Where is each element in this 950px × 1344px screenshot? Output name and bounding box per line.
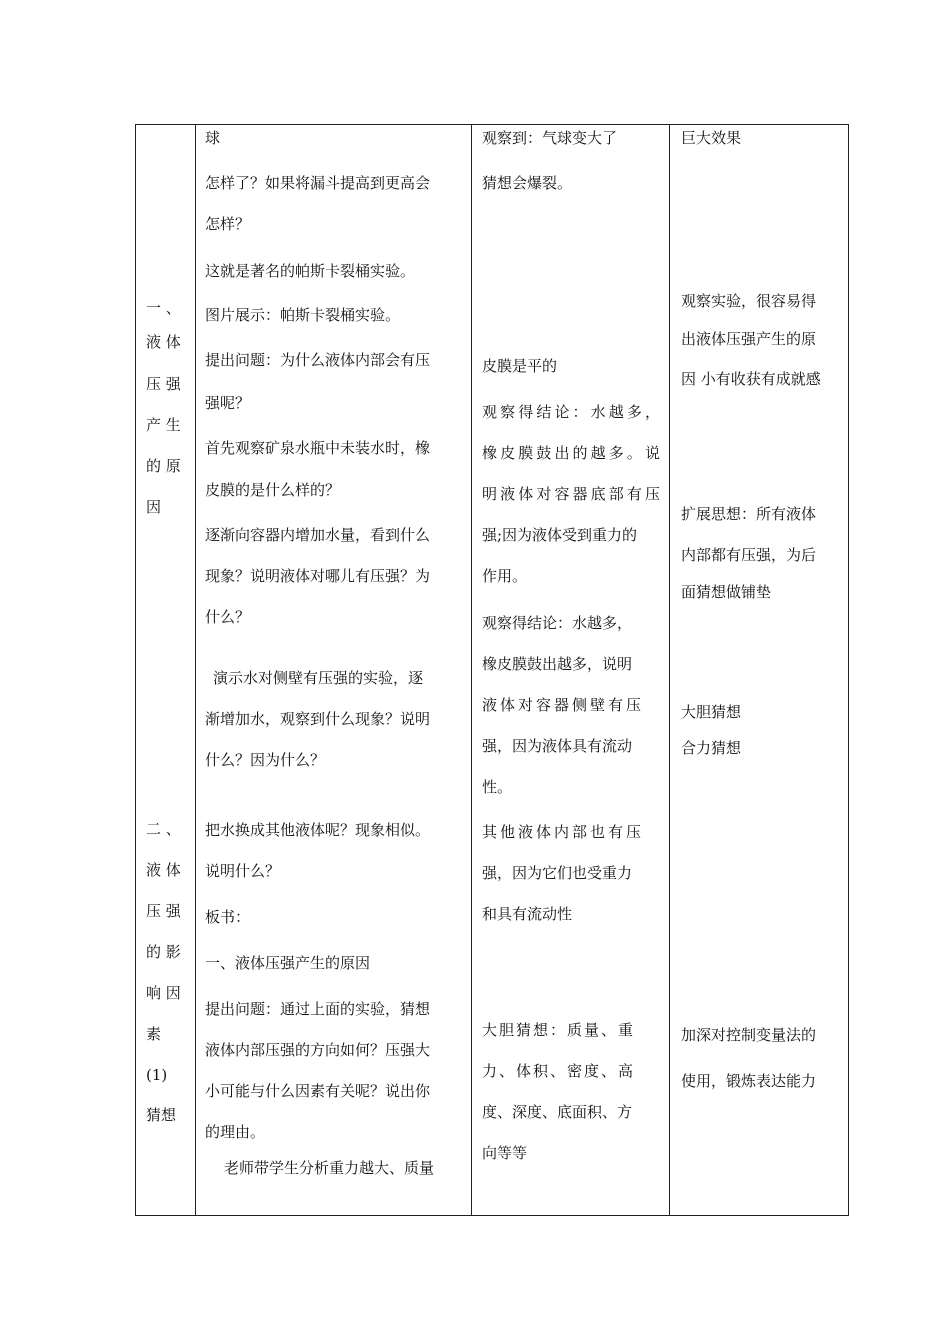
text-line: 液体内部压强的方向如何？压强大 — [205, 1041, 431, 1059]
text-line: 性。 — [482, 778, 513, 796]
text-line: 度、深度、底面积、方 — [482, 1103, 633, 1121]
section-heading-line: 素 — [146, 1025, 162, 1043]
text-line: 橡 皮 膜 鼓 出 的 越 多 。 说 — [482, 444, 660, 462]
text-line: 小可能与什么因素有关呢？说出你 — [205, 1082, 431, 1100]
text-line: 巨大效果 — [681, 129, 742, 147]
text-line: 把水换成其他液体呢？现象相似。 — [205, 821, 431, 839]
text-line: 什么？ — [205, 608, 251, 626]
text-line: 因 小有收获有成就感 — [681, 370, 821, 388]
text-line: 板书： — [205, 908, 251, 926]
text-line: 作用。 — [482, 567, 528, 585]
text-line: 提出问题：通过上面的实验，猜想 — [205, 1000, 431, 1018]
section-column — [136, 125, 195, 1215]
text-line: 这就是著名的帕斯卡裂桶实验。 — [205, 262, 416, 280]
section-heading-line: 一 、 — [146, 299, 181, 317]
section-heading-line: 因 — [146, 498, 162, 516]
text-line: 老师带学生分析重力越大、质量 — [224, 1159, 435, 1177]
section-heading-line: 液 体 — [146, 333, 181, 351]
text-line: 扩展思想：所有液体 — [681, 505, 817, 523]
text-line: 现象？说明液体对哪儿有压强？为 — [205, 567, 431, 585]
text-line: 大胆猜想 — [681, 703, 742, 721]
text-line: 怎样？ — [205, 215, 251, 233]
text-line: 出液体压强产生的原 — [681, 330, 817, 348]
text-line: 的理由。 — [205, 1123, 266, 1141]
text-line: 皮膜是平的 — [482, 357, 558, 375]
text-line: 强，因为液体具有流动 — [482, 737, 633, 755]
section-heading-line: 的 影 — [146, 943, 181, 961]
text-line: 合力猜想 — [681, 739, 742, 757]
section-heading-line: 压 强 — [146, 375, 181, 393]
text-line: 观察到：气球变大了 — [482, 129, 618, 147]
teacher-activity-column — [196, 125, 471, 1215]
text-line: 球 — [205, 129, 221, 147]
lesson-table — [135, 124, 849, 1216]
text-line: 其他液体内部也有压 — [482, 823, 645, 841]
text-line: 说明什么？ — [205, 862, 281, 880]
section-heading-line: 产 生 — [146, 416, 181, 434]
section-heading-line: 响 因 — [146, 984, 181, 1002]
text-line: 首先观察矿泉水瓶中未装水时，橡 — [205, 439, 431, 457]
text-line: 明 液 体 对 容 器 底 部 有 压 — [482, 485, 660, 503]
section-heading-line: 压 强 — [146, 902, 181, 920]
section-heading-line: 液 体 — [146, 861, 181, 879]
text-line: 图片展示：帕斯卡裂桶实验。 — [205, 306, 401, 324]
text-line: 液体对容器侧壁有压 — [482, 696, 645, 714]
text-line: 怎样了？如果将漏斗提高到更高会 — [205, 174, 431, 192]
text-line: 大胆猜想：质量、重 — [482, 1021, 636, 1039]
student-activity-column — [472, 125, 669, 1215]
text-line: 力、体积、密度、高 — [482, 1062, 636, 1080]
text-line: 逐渐向容器内增加水量，看到什么 — [205, 526, 431, 544]
text-line: 皮膜的是什么样的？ — [205, 481, 341, 499]
text-line: 向等等 — [482, 1144, 528, 1162]
text-line: 强;因为液体受到重力的 — [482, 526, 638, 544]
text-line: 面猜想做铺垫 — [681, 583, 772, 601]
section-heading-line: 猜想 — [146, 1106, 177, 1124]
text-line: 观 察 得 结 论 ： 水 越 多 ， — [482, 403, 660, 421]
text-line: 强呢？ — [205, 394, 251, 412]
text-line: 观察实验，很容易得 — [681, 292, 817, 310]
text-line: 内部都有压强，为后 — [681, 546, 817, 564]
section-heading-line: 的 原 — [146, 457, 181, 475]
text-line: 使用，锻炼表达能力 — [681, 1072, 817, 1090]
text-line: 观察得结论：水越多， — [482, 614, 633, 632]
text-line: 演示水对侧壁有压强的实验，逐 — [213, 669, 424, 687]
text-line: 什么？因为什么？ — [205, 751, 326, 769]
section-heading-line: (1) — [146, 1066, 168, 1084]
text-line: 橡皮膜鼓出越多，说明 — [482, 655, 633, 673]
design-intent-column — [670, 125, 850, 1215]
text-line: 一、液体压强产生的原因 — [205, 954, 371, 972]
text-line: 加深对控制变量法的 — [681, 1026, 817, 1044]
text-line: 猜想会爆裂。 — [482, 174, 573, 192]
section-heading-line: 二 、 — [146, 820, 181, 838]
text-line: 渐增加水，观察到什么现象？说明 — [205, 710, 431, 728]
text-line: 和具有流动性 — [482, 905, 573, 923]
text-line: 强，因为它们也受重力 — [482, 864, 633, 882]
text-line: 提出问题：为什么液体内部会有压 — [205, 351, 431, 369]
